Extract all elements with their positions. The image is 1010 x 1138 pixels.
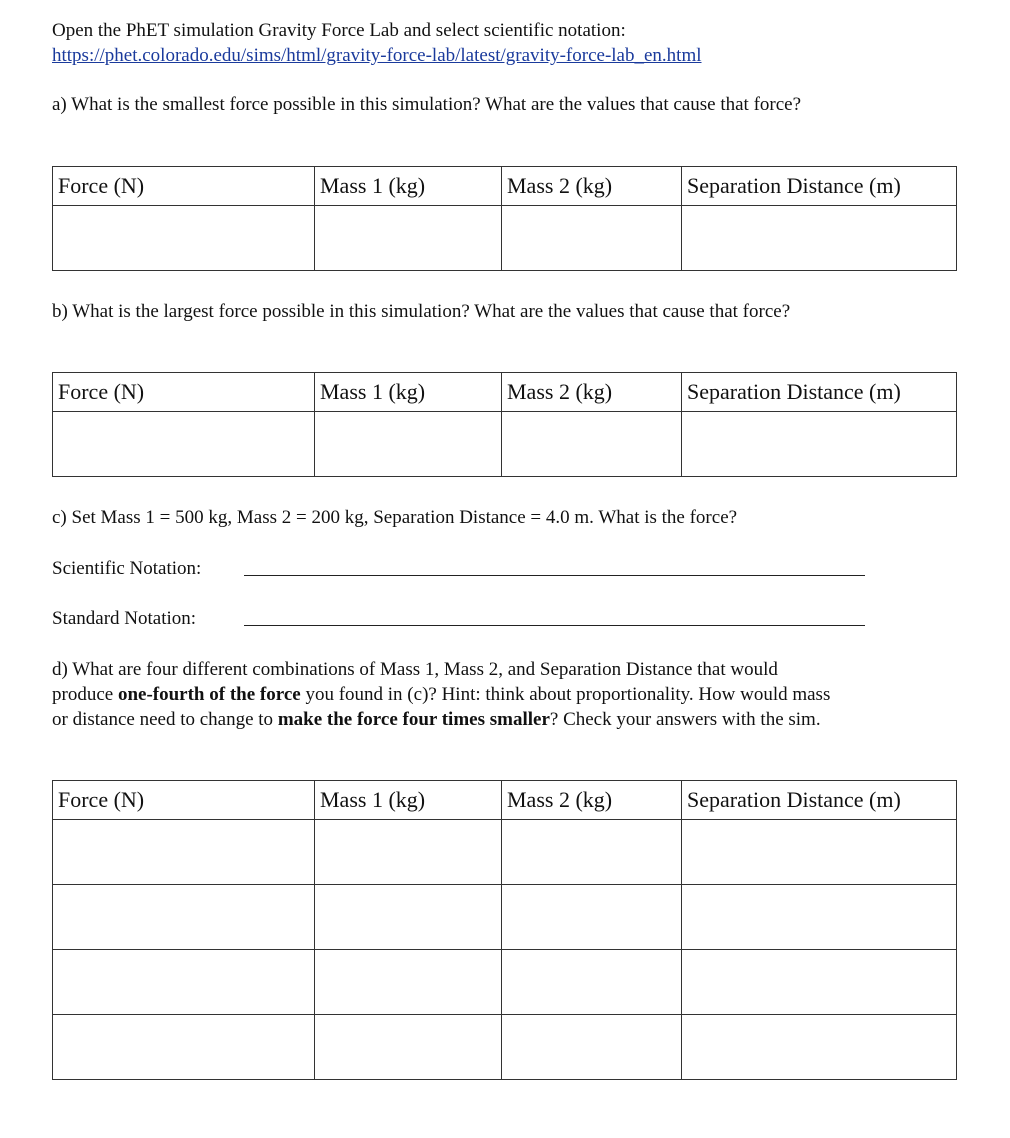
answer-cell-mass1[interactable] — [315, 1015, 502, 1080]
question-d-line1: d) What are four different combinations of Mass 1, Mass 2, and Separation Distance that would — [52, 659, 778, 680]
question-c: c) Set Mass 1 = 500 kg, Mass 2 = 200 kg, Separation Distance = 4.0 m. What is the force? — [52, 507, 738, 528]
table-d — [52, 780, 957, 1080]
scientific-notation-blank[interactable] — [244, 575, 865, 576]
question-b: b) What is the largest force possible in this simulation? What are the values that cause that force? — [52, 301, 791, 322]
question-d-text: produce — [52, 684, 118, 705]
header-mass1: Mass 1 (kg) — [315, 373, 502, 412]
answer-cell-mass2[interactable] — [502, 206, 682, 271]
answer-cell-mass2[interactable] — [502, 1015, 682, 1080]
question-a: a) What is the smallest force possible in this simulation? What are the values that cause that force? — [52, 94, 802, 115]
answer-cell-force[interactable] — [53, 206, 315, 271]
answer-cell-mass2[interactable] — [502, 820, 682, 885]
answer-cell-distance[interactable] — [682, 206, 957, 271]
header-mass2: Mass 2 (kg) — [502, 781, 682, 820]
intro-instruction: Open the PhET simulation Gravity Force Lab and select scientific notation: — [52, 20, 626, 41]
answer-cell-distance[interactable] — [682, 885, 957, 950]
header-mass1: Mass 1 (kg) — [315, 781, 502, 820]
question-d-text: ? Check your answers with the sim. — [549, 709, 821, 730]
scientific-notation-label: Scientific Notation: — [52, 558, 202, 579]
answer-cell-mass2[interactable] — [502, 412, 682, 477]
question-d-text: or distance need to change to — [52, 709, 278, 730]
header-force: Force (N) — [53, 167, 315, 206]
answer-cell-force[interactable] — [53, 1015, 315, 1080]
question-d-text: you found in (c)? Hint: think about proportionality. How would mass — [300, 684, 831, 705]
header-mass2: Mass 2 (kg) — [502, 167, 682, 206]
answer-cell-mass1[interactable] — [315, 885, 502, 950]
standard-notation-blank[interactable] — [244, 625, 865, 626]
answer-cell-mass2[interactable] — [502, 950, 682, 1015]
answer-cell-distance[interactable] — [682, 820, 957, 885]
header-force: Force (N) — [53, 781, 315, 820]
answer-cell-mass1[interactable] — [315, 412, 502, 477]
table-a — [52, 166, 957, 271]
answer-cell-distance[interactable] — [682, 1015, 957, 1080]
header-distance: Separation Distance (m) — [682, 781, 957, 820]
header-distance: Separation Distance (m) — [682, 167, 957, 206]
question-d-emphasis: make the force four times smaller — [277, 709, 550, 730]
answer-cell-mass1[interactable] — [315, 206, 502, 271]
answer-cell-mass1[interactable] — [315, 820, 502, 885]
header-force: Force (N) — [53, 373, 315, 412]
header-distance: Separation Distance (m) — [682, 373, 957, 412]
answer-cell-distance[interactable] — [682, 950, 957, 1015]
question-d-line2 — [52, 682, 830, 707]
answer-cell-distance[interactable] — [682, 412, 957, 477]
standard-notation-label: Standard Notation: — [52, 608, 197, 629]
answer-cell-force[interactable] — [53, 885, 315, 950]
table-b — [52, 372, 957, 477]
simulation-link[interactable]: https://phet.colorado.edu/sims/html/gravity-force-lab/latest/gravity-force-lab_en.html — [52, 45, 702, 66]
question-d-line3 — [52, 707, 821, 732]
answer-cell-force[interactable] — [53, 412, 315, 477]
question-d-emphasis: one-fourth of the force — [117, 684, 301, 705]
answer-cell-force[interactable] — [53, 950, 315, 1015]
header-mass2: Mass 2 (kg) — [502, 373, 682, 412]
answer-cell-mass2[interactable] — [502, 885, 682, 950]
header-mass1: Mass 1 (kg) — [315, 167, 502, 206]
answer-cell-force[interactable] — [53, 820, 315, 885]
answer-cell-mass1[interactable] — [315, 950, 502, 1015]
